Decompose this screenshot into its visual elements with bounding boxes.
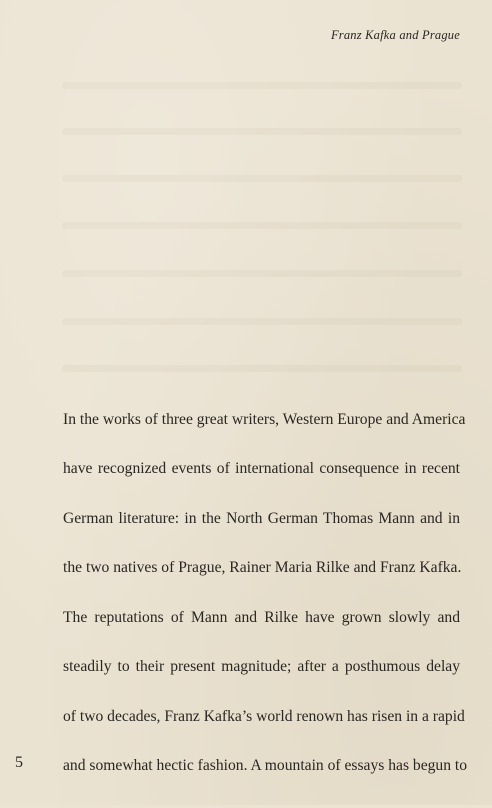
body-text <box>63 411 468 808</box>
text-line: In the works of three great writers, Western Europe and America <box>63 411 466 428</box>
bleed-through-line <box>62 270 462 277</box>
line-number: 5 <box>15 754 23 771</box>
running-head: Franz Kafka and Prague <box>330 28 460 42</box>
bleed-through-line <box>62 128 462 135</box>
bleed-through-line <box>62 365 462 372</box>
text-line: of two decades, Franz Kafka’s world renown has risen in a rapid <box>63 707 465 725</box>
bleed-through-line <box>62 318 462 325</box>
bleed-through-line <box>62 82 462 89</box>
text-line: The reputations of Mann and Rilke have grown slowly and <box>63 608 460 626</box>
text-line: and somewhat hectic fashion. A mountain of essays has begun to <box>63 757 468 775</box>
text-line: steadily to their present magnitude; after a posthumous delay <box>63 658 460 676</box>
text-line: the two natives of Prague, Rainer Maria Rilke and Franz Kafka. <box>63 559 462 577</box>
bleed-through-line <box>62 222 462 229</box>
bleed-through-line <box>62 175 462 182</box>
text-line: German literature: in the North German Thomas Mann and in <box>63 509 460 527</box>
text-line: have recognized events of international consequence in recent <box>63 460 460 478</box>
